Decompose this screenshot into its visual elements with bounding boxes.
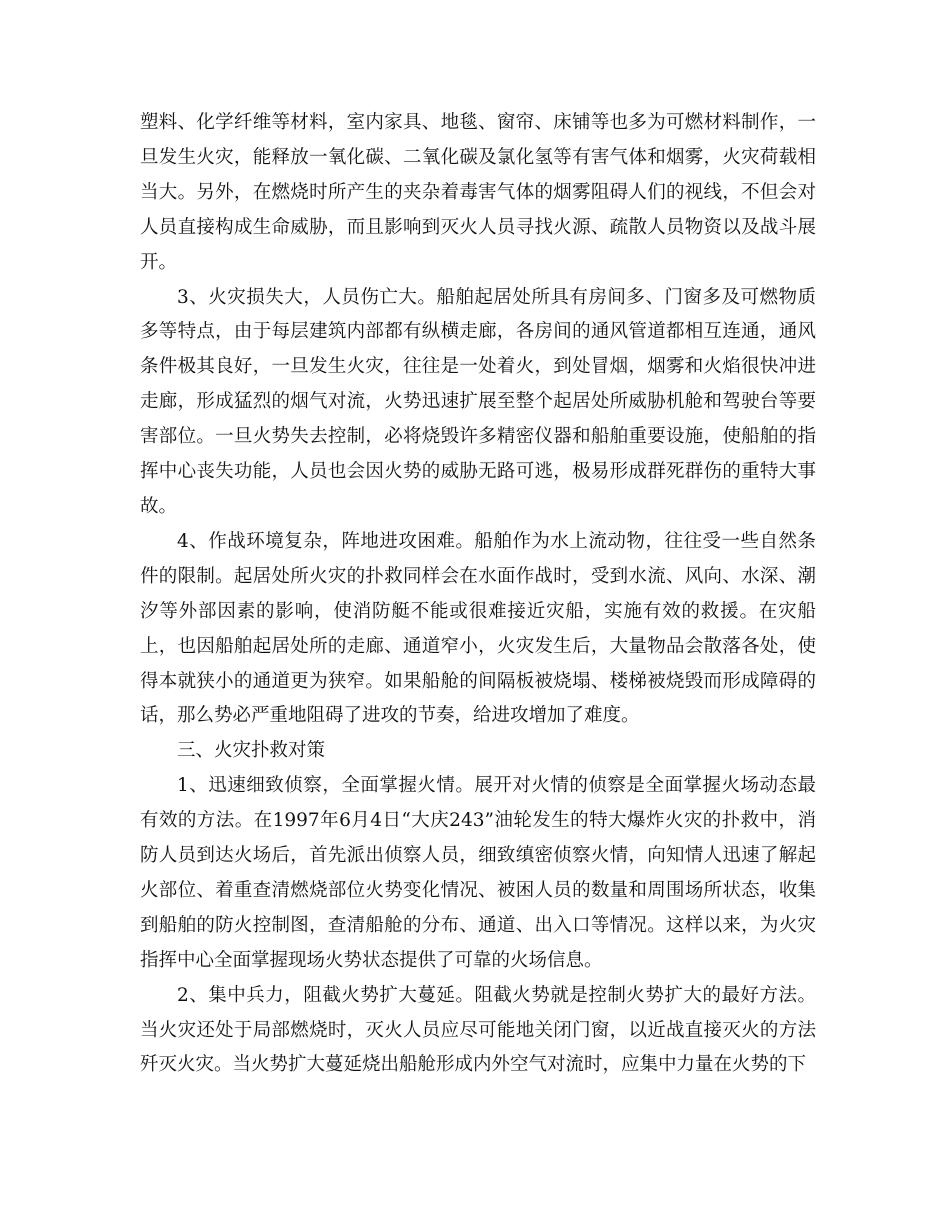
- paragraph-reconnaissance: 1、迅速细致侦察，全面掌握火情。展开对火情的侦察是全面掌握火场动态最有效的方法。在1997年6月4日“大庆243”油轮发生的特大爆炸火灾的扑救中，消防人员到达火场后，首先派出侦察人员，细致缜密侦察火情，向知情人迅速了解起火部位、着重查清燃烧部位火势变化情况、被困人员的数量和周围场所状态，收集到船舶的防火控制图，查清船舱的分布、通道、出入口等情况。这样以来，为火灾指挥中心全面掌握现场火势状态提供了可靠的火场信息。: [140, 775, 816, 971]
- paragraph-combat-environment: 4、作战环境复杂，阵地进攻困难。船舶作为水上流动物，往往受一些自然条件的限制。起居处所火灾的扑救同样会在水面作战时，受到水流、风向、水深、潮汐等外部因素的影响，使消防艇不能或很难接近灾船，实施有效的救援。在灾船上，也因船舶起居处所的走廊、通道窄小，火灾发生后，大量物品会散落各处，使得本就狭小的通道更为狭窄。如果船舱的间隔板被烧塌、楼梯被烧毁而形成障碍的话，那么势必严重地阻碍了进攻的节奏，给进攻增加了难度。: [140, 530, 816, 727]
- section-heading-countermeasures: 三、火灾扑救对策: [177, 740, 326, 762]
- paragraph-concentrate-forces: 2、集中兵力，阻截火势扩大蔓延。阻截火势就是控制火势扩大的最好方法。当火灾还处于局部燃烧时，灭火人员应尽可能地关闭门窗，以近战直接灭火的方法歼灭火灾。当火势扩大蔓延烧出船舱形成内外空气对流时，应集中力量在火势的下: [140, 984, 816, 1076]
- paragraph-fire-losses: 3、火灾损失大，人员伤亡大。船舶起居处所具有房间多、门窗多及可燃物质多等特点，由于每层建筑内部都有纵横走廊，各房间的通风管道都相互连通，通风条件极其良好，一旦发生火灾，往往是一处着火，到处冒烟，烟雾和火焰很快冲进走廊，形成猛烈的烟气对流，火势迅速扩展至整个起居处所威胁机舱和驾驶台等要害部位。一旦火势失去控制，必将烧毁许多精密仪器和船舶重要设施，使船舶的指挥中心丧失功能，人员也会因火势的威胁无路可逃，极易形成群死群伤的重特大事故。: [140, 286, 816, 517]
- document-body: [140, 106, 816, 1083]
- paragraph-continued-materials: 塑料、化学纤维等材料，室内家具、地毯、窗帘、床铺等也多为可燃材料制作，一旦发生火灾，能释放一氧化碳、二氧化碳及氯化氢等有害气体和烟雾，火灾荷载相当大。另外，在燃烧时所产生的夹杂着毒害气体的烟雾阻碍人们的视线，不但会对人员直接构成生命威胁，而且影响到灭火人员寻找火源、疏散人员物资以及战斗展开。: [140, 112, 816, 273]
